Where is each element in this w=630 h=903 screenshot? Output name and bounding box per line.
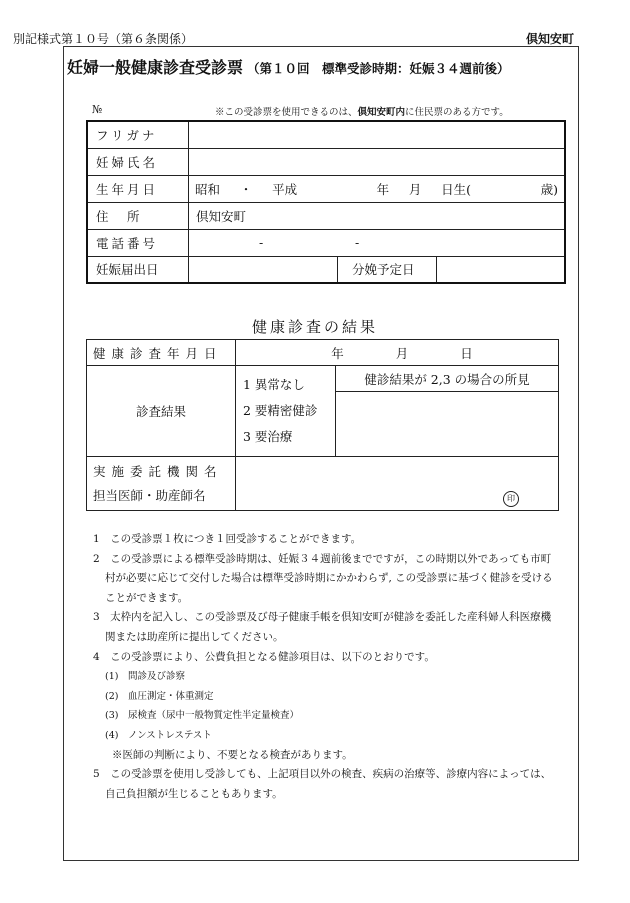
note-line: 村が必要に応じて交付した場合は標準受診時期にかかわらず, この受診票に基づく健診を受ける — [105, 572, 553, 585]
note-line: 3 太枠内を記入し、この受診票及び母子健康手帳を倶知安町が健診を委託した産科婦人科医療機 — [93, 611, 552, 624]
dob-row — [87, 175, 565, 202]
notice-prefix: ※この受診票を使用できるのは、 — [215, 107, 358, 118]
dob-era-showa: 昭和 — [195, 181, 221, 197]
page-title — [67, 55, 510, 78]
furigana-label: フリガナ — [87, 121, 189, 148]
dob-field[interactable] — [189, 175, 566, 202]
note-line: 2 この受診票による標準受診時期は、妊娠３４週前後までですが，この時期以外であっても市町 — [93, 552, 552, 565]
result-label: 診査結果 — [87, 366, 236, 457]
option-treatment[interactable]: 3 要治療 — [243, 429, 293, 444]
note-line: 4 この受診票により、公費負担となる健診項目は、以下のとおりです。 — [93, 650, 435, 663]
name-field[interactable] — [189, 148, 566, 175]
result-options[interactable] — [236, 366, 336, 457]
notice-town: 倶知安町内 — [357, 107, 406, 118]
result-row-head — [87, 366, 559, 392]
town-name: 倶知安町 — [526, 32, 575, 46]
notice-suffix: に住民票のある方です。 — [405, 107, 509, 118]
note-line: 5 この受診票を使用し受診しても、上記項目以外の検査、疾病の治療等、診療内容によっては、 — [93, 768, 552, 781]
title-main: 妊婦一般健康診査受診票 — [67, 58, 244, 77]
note-line: 関または助産所に提出してください。 — [105, 630, 284, 643]
dob-age: 歳) — [540, 181, 558, 197]
note-subitem: (3) 尿検査（尿中一般物質定性半定量検査） — [105, 710, 299, 722]
doctor-label: 担当医師・助産師名 — [93, 487, 206, 503]
phone-field[interactable] — [189, 229, 566, 256]
dob-month: 月 — [408, 181, 422, 197]
form-id: 別記様式第１０号（第６条関係） — [13, 32, 194, 46]
exam-date-row — [87, 340, 559, 366]
note-line: 自己負担額が生じることもあります。 — [105, 787, 283, 800]
exam-month: 月 — [395, 345, 409, 361]
due-date-label: 分娩予定日 — [338, 256, 437, 283]
dob-dot: ・ — [239, 181, 253, 197]
note-subitem: (1) 問診及び診察 — [105, 671, 185, 683]
phone-sep-1: - — [259, 235, 264, 250]
institution-row — [87, 457, 559, 511]
seal-mark: 印 — [503, 491, 519, 507]
exam-day: 日 — [460, 345, 473, 361]
eligibility-notice — [215, 104, 509, 118]
title-sub: （第１０回 標準受診時期：妊娠３４週前後） — [247, 61, 510, 76]
note-subitem: (4) ノンストレステスト — [105, 729, 212, 741]
phone-sep-2: - — [355, 235, 360, 250]
pregnancy-report-label: 妊娠届出日 — [87, 256, 189, 283]
notes-list — [93, 530, 578, 804]
dob-year: 年 — [376, 181, 390, 197]
dob-label: 生年月日 — [87, 175, 189, 202]
institution-cell — [87, 457, 236, 511]
results-section-title: 健康診査の結果 — [251, 318, 378, 336]
name-row — [87, 148, 565, 175]
dob-era-heisei: 平成 — [272, 181, 298, 197]
furigana-field[interactable] — [189, 121, 566, 148]
exam-year: 年 — [331, 345, 344, 361]
name-label: 妊婦氏名 — [87, 148, 189, 175]
results-table — [86, 339, 559, 511]
address-row — [87, 202, 565, 229]
due-date-field[interactable] — [437, 256, 566, 283]
opinion-header: 健診結果が 2,3 の場合の所見 — [336, 366, 559, 392]
pregnancy-report-field[interactable] — [189, 256, 338, 283]
phone-label: 電話番号 — [87, 229, 189, 256]
option-normal[interactable]: 1 異常なし — [243, 377, 305, 392]
note-subitem: (2) 血圧測定・体重測定 — [105, 690, 214, 702]
option-detailed-exam[interactable]: 2 要精密健診 — [243, 403, 318, 418]
report-row — [87, 256, 565, 283]
furigana-row — [87, 121, 565, 148]
note-line: ことができます。 — [105, 591, 189, 604]
address-field[interactable]: 倶知安町 — [189, 202, 566, 229]
exam-date-field[interactable] — [236, 340, 559, 366]
number-label: № — [92, 103, 103, 116]
institution-label: 実施委託機関名 — [93, 463, 223, 479]
dob-day: 日生( — [441, 181, 472, 197]
address-label: 住 所 — [87, 202, 189, 229]
note-line: 1 この受診票１枚につき１回受診することができます。 — [93, 533, 362, 545]
opinion-field[interactable] — [336, 392, 559, 457]
exam-date-label: 健康診査年月日 — [87, 340, 236, 366]
personal-info-table — [86, 120, 566, 284]
note-line: ※医師の判断により、不要となる検査があります。 — [112, 748, 353, 761]
phone-row — [87, 229, 565, 256]
